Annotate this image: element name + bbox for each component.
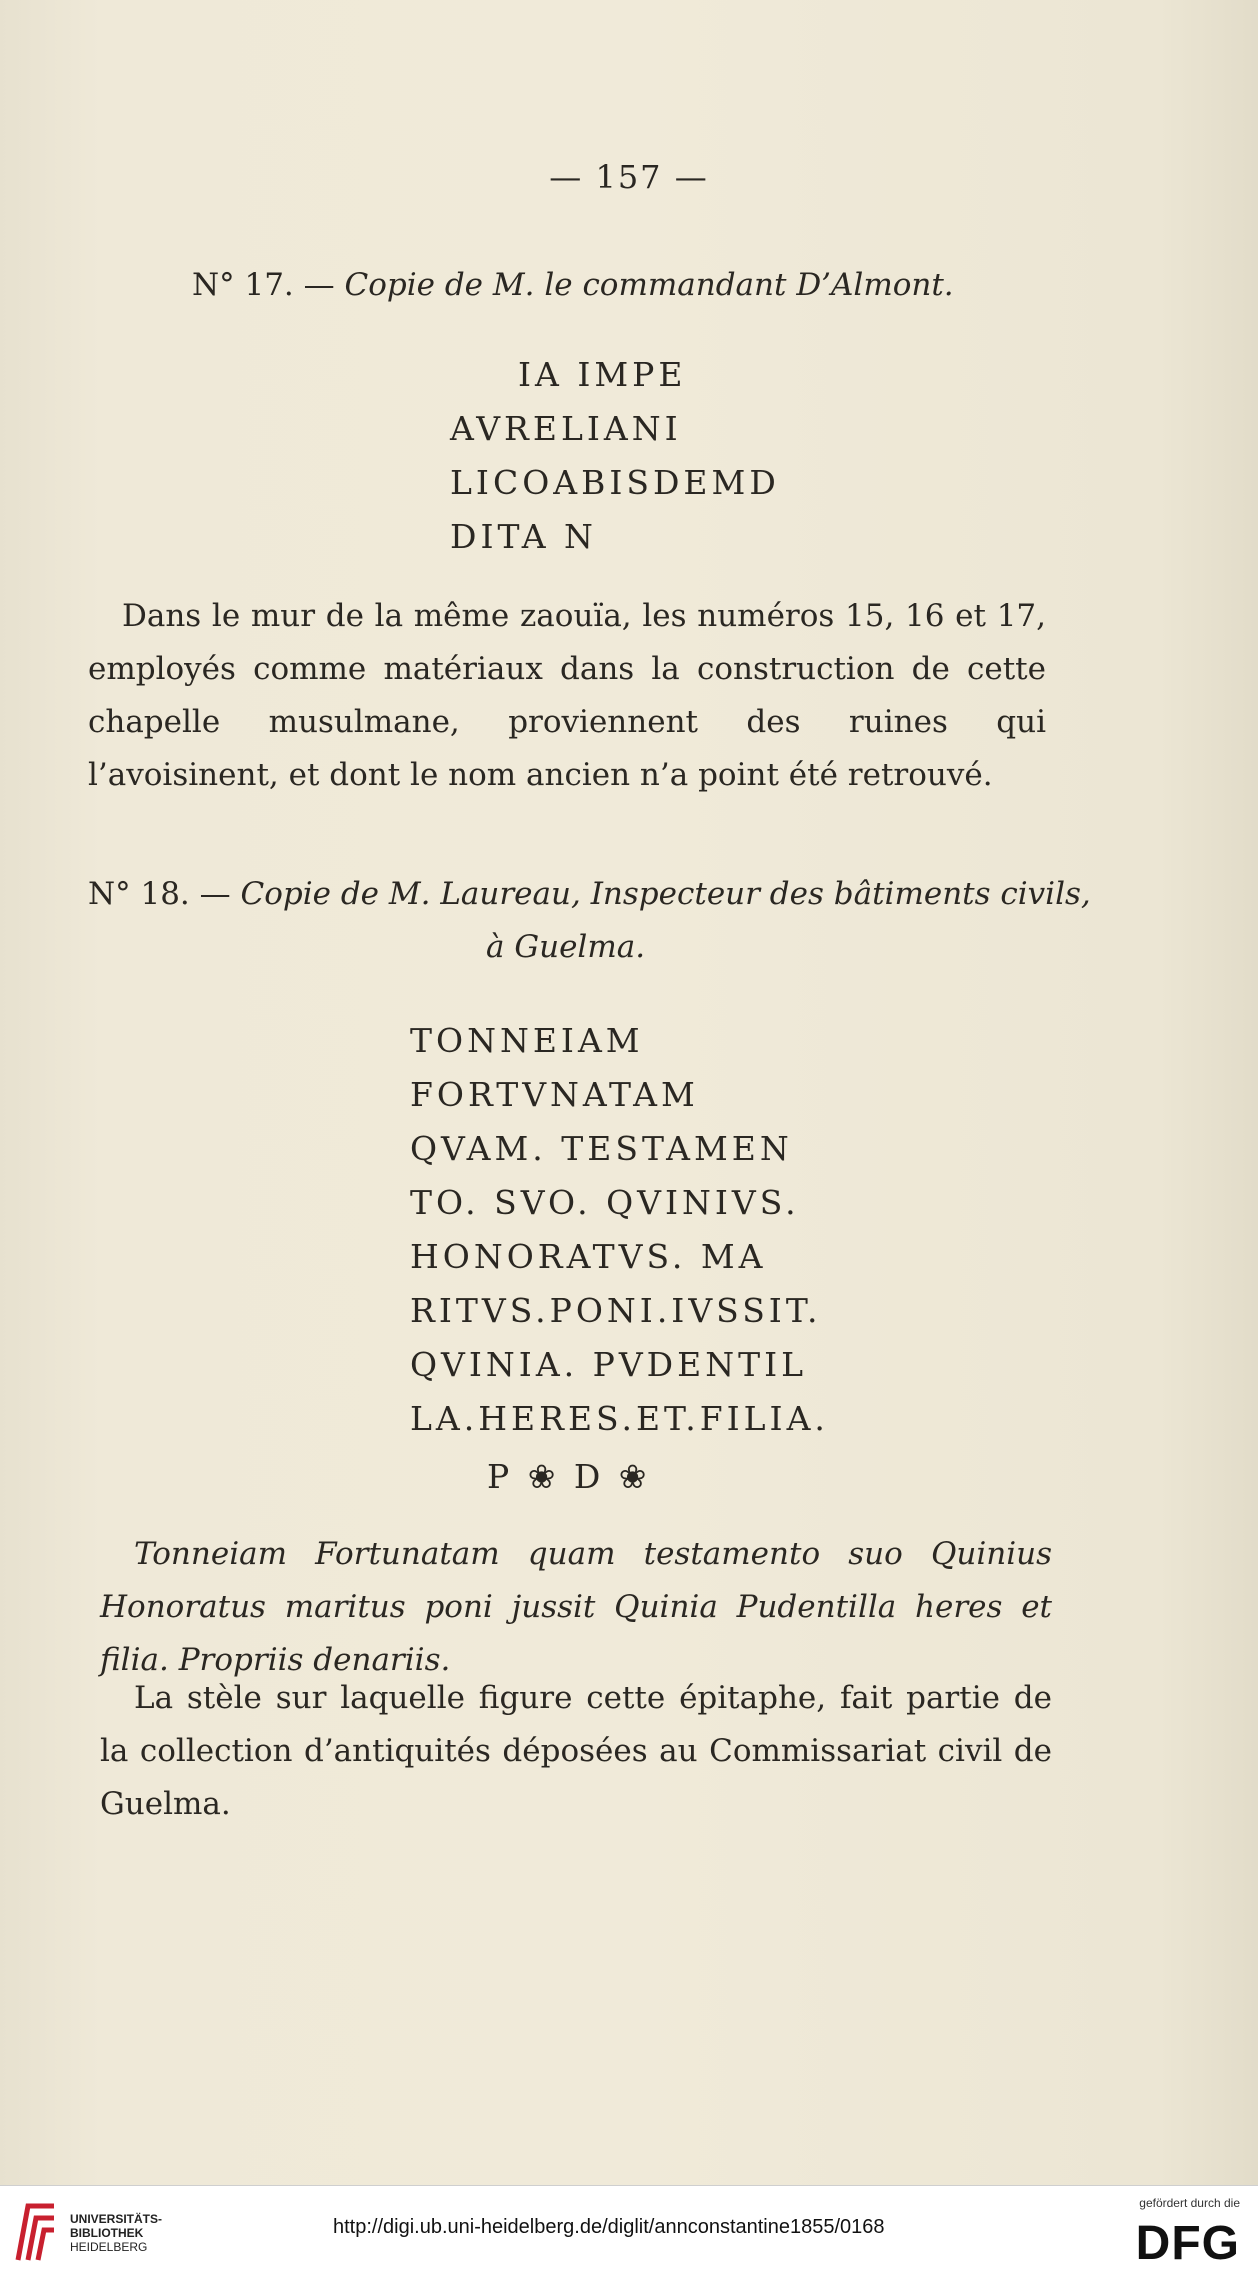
inscription-18-line: QVAM. TESTAMEN (410, 1129, 793, 1168)
entry-18-heading (88, 876, 1091, 912)
inscription-18-line: FORTVNATAM (410, 1075, 699, 1114)
entry-18-paragraph: La stèle sur laquelle figure cette épitaphe, fait partie de la collection d’antiquités déposées au Commissariat civil de Guelma. (100, 1680, 1052, 1822)
inscription-18-line: TONNEIAM (410, 1021, 644, 1060)
permalink-url[interactable]: http://digi.ub.uni-heidelberg.de/diglit/annconstantine1855/0168 (333, 2216, 885, 2238)
entry-17-heading (192, 267, 954, 303)
library-name-line: HEIDELBERG (70, 2240, 148, 2254)
library-name (70, 2212, 162, 2254)
entry-18-source: Copie de M. Laureau, Inspecteur des bâtiments civils, (240, 876, 1091, 912)
library-name-line: UNIVERSITÄTS- (70, 2212, 163, 2226)
funded-by-label: gefördert durch die (1139, 2196, 1240, 2210)
inscription-18-line: LA.HERES.ET.FILIA. (410, 1399, 829, 1438)
library-name-line: BIBLIOTHEK (70, 2226, 144, 2240)
entry-17-number: N° 17. — (192, 267, 345, 303)
inscription-18-line: P ❀ D ❀ (487, 1457, 651, 1496)
inscription-17-line: AVRELIANI (450, 409, 682, 448)
library-logo-icon (14, 2200, 58, 2262)
inscription-17-line: DITA N (450, 517, 597, 556)
inscription-18-line: TO. SVO. QVINIVS. (410, 1183, 800, 1222)
entry-18-translation: Tonneiam Fortunatam quam testamento suo Quinius Honoratus maritus poni jussit Quinia Pudentilla heres et filia. Propriis denariis. (100, 1536, 1052, 1678)
dfg-logo: DFG (1135, 2217, 1240, 2270)
inscription-17-line: LICOABISDEMD (450, 463, 780, 502)
inscription-18-line: RITVS.PONI.IVSSIT. (410, 1291, 822, 1330)
entry-18-heading-cont (486, 929, 645, 965)
inscription-18-line: HONORATVS. MA (410, 1237, 767, 1276)
inscription-17-line: IA IMPE (518, 355, 687, 394)
page-number: — 157 — (549, 158, 709, 196)
entry-17-source: Copie de M. le commandant D’Almont. (344, 267, 954, 303)
footer-bar (0, 2185, 1258, 2277)
entry-18-location: à Guelma. (486, 929, 646, 965)
entry-18-number: N° 18. — (88, 876, 241, 912)
inscription-18-line: QVINIA. PVDENTIL (410, 1345, 808, 1384)
entry-17-paragraph: Dans le mur de la même zaouïa, les numéros 15, 16 et 17, employés comme matériaux dans la construction de cette chapelle musulmane, proviennent des ruines qui l’avoisinent, et dont le nom ancien n’a point été retrouvé. (88, 598, 1046, 793)
